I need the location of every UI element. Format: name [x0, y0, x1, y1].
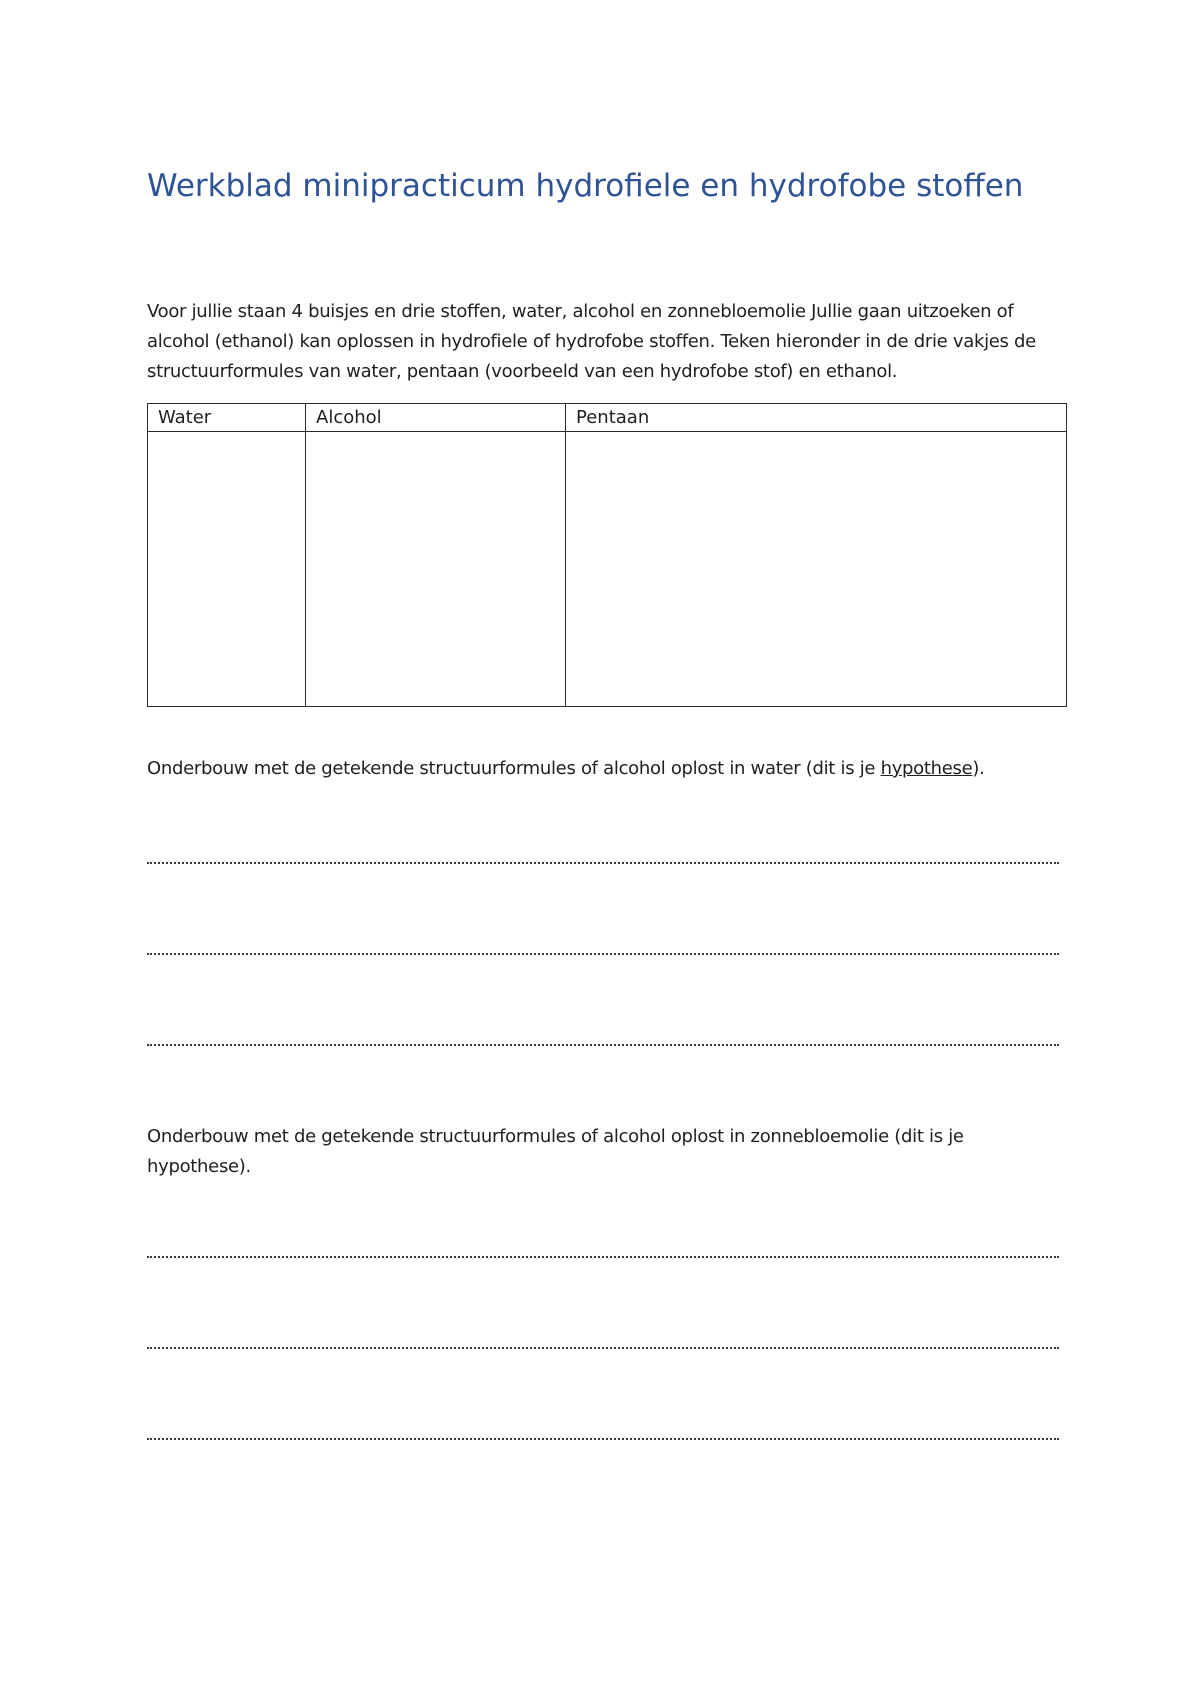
header-water: Water: [148, 404, 306, 432]
worksheet-page: [147, 0, 1067, 1696]
table-header-row: [148, 404, 1067, 432]
drawing-cell-water[interactable]: [148, 432, 306, 707]
answer-line-6[interactable]: [147, 1438, 1059, 1440]
header-pentaan: Pentaan: [566, 404, 1067, 432]
answer-line-5[interactable]: [147, 1347, 1059, 1349]
answer-line-3[interactable]: [147, 1044, 1059, 1046]
header-alcohol: Alcohol: [306, 404, 566, 432]
drawing-cell-alcohol[interactable]: [306, 432, 566, 707]
hypothese-underlined: hypothese: [880, 758, 973, 779]
intro-paragraph: Voor jullie staan 4 buisjes en drie stoffen, water, alcohol en zonnebloemolie Jullie gaan uitzoeken of alcohol (ethanol) kan oplossen in hydrofiele of hydrofobe stoffen. Teken hieronder in de drie vakjes de structuurformules van water, pentaan (voorbeeld van een hydrofobe stof) en ethanol.: [147, 301, 1036, 382]
question-alcohol-in-water: [147, 754, 1067, 784]
answer-line-1[interactable]: [147, 862, 1059, 864]
question1-end: ).: [972, 758, 985, 779]
page-title: Werkblad minipracticum hydrofiele en hydrofobe stoffen: [147, 168, 1024, 204]
question-alcohol-in-oil: Onderbouw met de getekende structuurformules of alcohol oplost in zonnebloemolie (dit is je hypothese).: [147, 1126, 964, 1177]
question1-text: Onderbouw met de getekende structuurformules of alcohol oplost in water (dit is je: [147, 758, 881, 779]
drawing-row: [148, 432, 1067, 707]
drawing-cell-pentaan[interactable]: [566, 432, 1067, 707]
answer-line-2[interactable]: [147, 953, 1059, 955]
structure-formula-table: [147, 403, 1067, 707]
answer-line-4[interactable]: [147, 1256, 1059, 1258]
